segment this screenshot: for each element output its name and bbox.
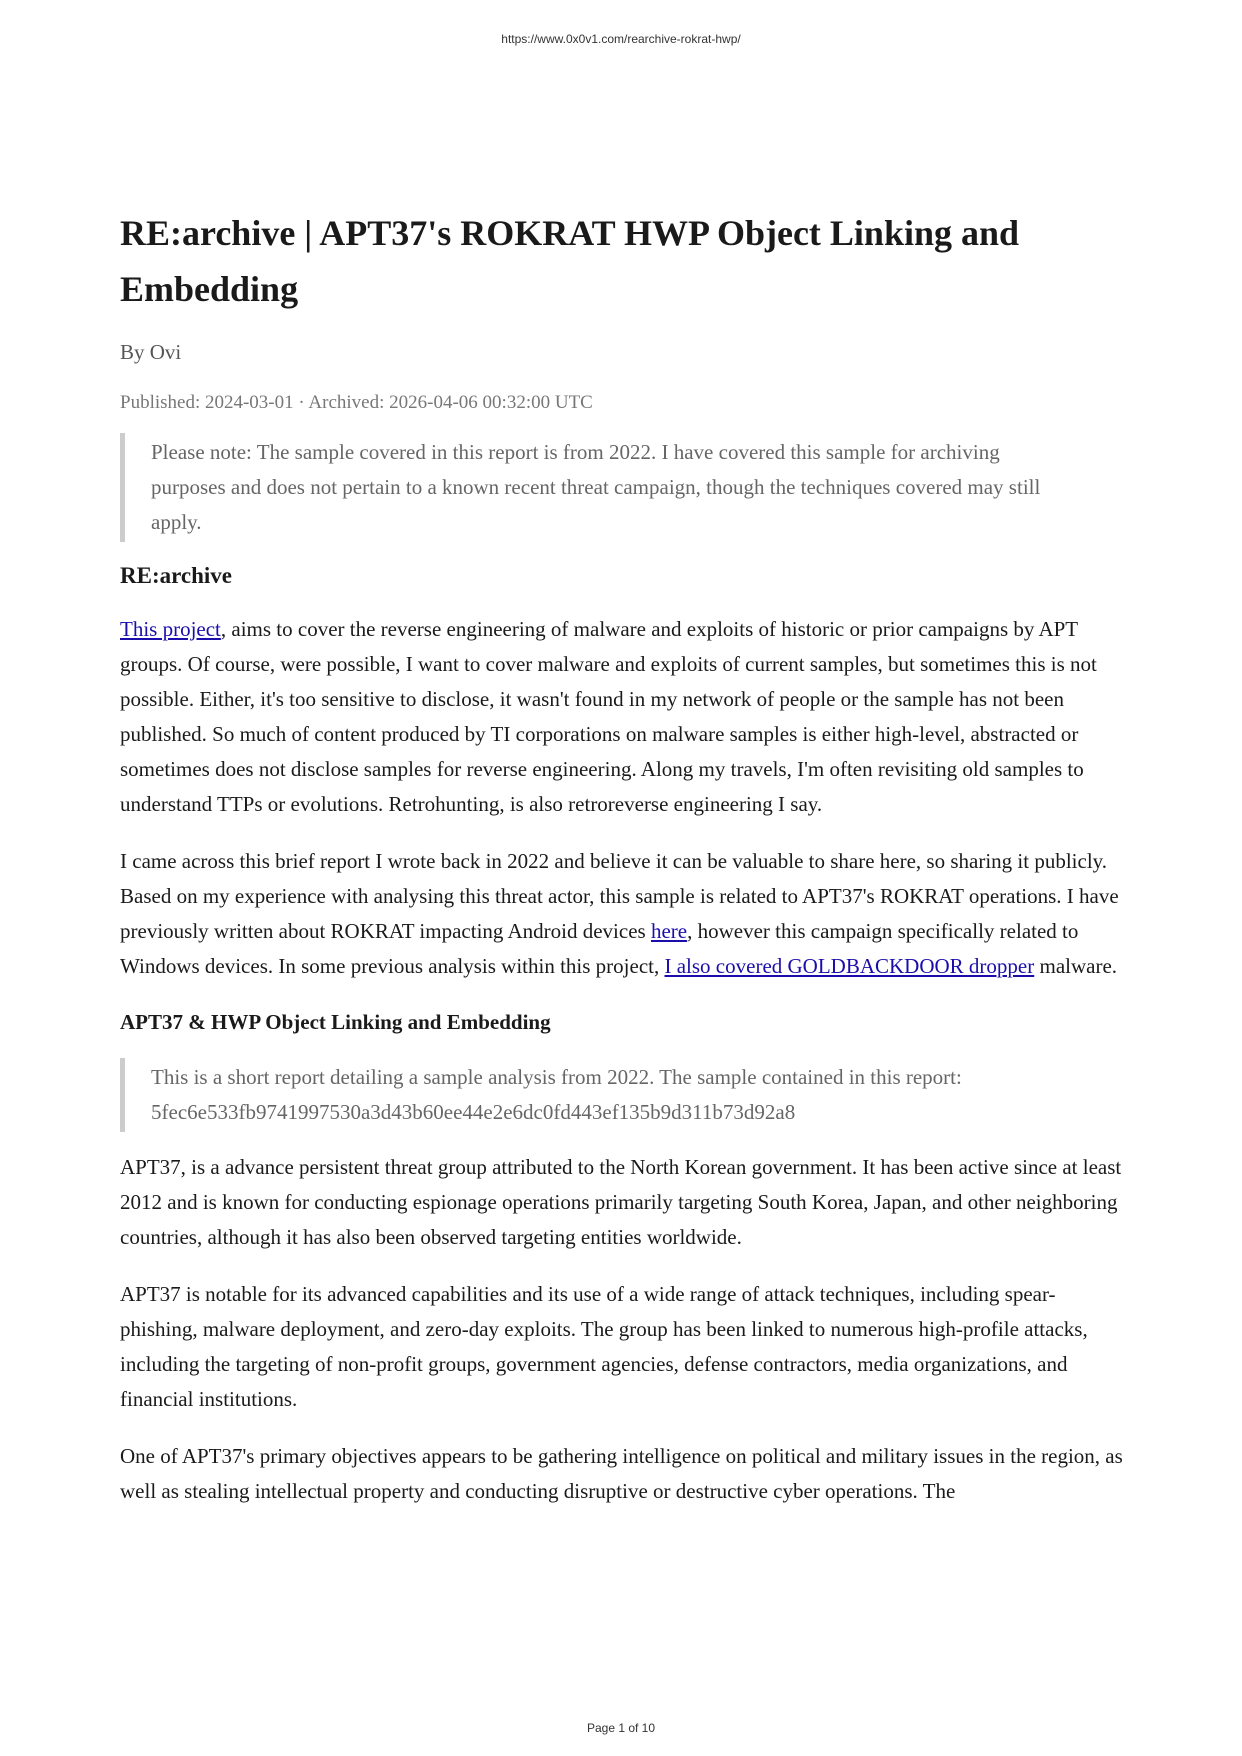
archive-note-text: Please note: The sample covered in this report is from 2022. I have covered this sample for archiving purposes and does not pertain to a known recent threat campaign, though the techniques covered may still apply. (151, 440, 1041, 534)
paragraph-text: malware. (1034, 954, 1118, 978)
paragraph-background (120, 844, 1130, 984)
article-title: RE:archive | APT37's ROKRAT HWP Object Linking and Embedding (120, 213, 1020, 309)
sample-quote-text: This is a short report detailing a sample analysis from 2022. The sample contained in this report: (151, 1065, 962, 1089)
page-url: https://www.0x0v1.com/rearchive-rokrat-hwp/ (501, 32, 741, 46)
page-number: Page 1 of 10 (586, 1721, 656, 1735)
paragraph-text: I came across this brief report I wrote back in 2022 and believe it can be valuable to share here, so sharing it publicly. Based on my experience with analysing this threat actor, this sample is related to APT37's ROKRAT operations. I have previously written about ROKRAT impacting Android devices (120, 849, 1119, 943)
publish-meta: Published: 2024-03-01 · Archived: 2026-04-06 00:32:00 UTC (120, 392, 593, 413)
sample-hash: 5fec6e533fb9741997530a3d43b60ee44e2e6dc0fd443ef135b9d311b73d92a8 (151, 1100, 796, 1124)
paragraph-text: , however this campaign specifically related to Windows devices. In some previous analysis within this project, (120, 919, 1079, 978)
this-project-link[interactable]: This project (120, 617, 221, 641)
article (120, 205, 1130, 1531)
paragraph-apt37-intro: APT37, is a advance persistent threat group attributed to the North Korean government. It has been active since at least 2012 and is known for conducting espionage operations primarily targeting South Korea, Japan, and other neighboring countries, although it has also been observed targeting entities worldwide. (120, 1155, 1122, 1249)
author-byline: By Ovi (120, 340, 182, 364)
goldbackdoor-link[interactable]: I also covered GOLDBACKDOOR dropper (664, 954, 1035, 978)
paragraph-project-intro (120, 612, 1130, 822)
here-link[interactable]: here (650, 919, 688, 943)
paragraph-apt37-capabilities: APT37 is notable for its advanced capabilities and its use of a wide range of attack techniques, including spear-phishing, malware deployment, and zero-day exploits. The group has been linked to numerous high-profile attacks, including the targeting of non-profit groups, government agencies, defense contractors, media organizations, and financial institutions. (120, 1282, 1088, 1411)
paragraph-apt37-objectives: One of APT37's primary objectives appears to be gathering intelligence on political and military issues in the region, as well as stealing intellectual property and conducting disruptive or destructive cyber operations. The (120, 1444, 1123, 1503)
sample-quote (120, 1058, 1130, 1132)
section-heading-apt37-hwp: APT37 & HWP Object Linking and Embedding (120, 1010, 551, 1034)
section-heading-rearchive: RE:archive (120, 563, 233, 588)
archive-note (120, 433, 1130, 542)
paragraph-text: , aims to cover the reverse engineering of malware and exploits of historic or prior campaigns by APT groups. Of course, were possible, I want to cover malware and exploits of current samples, but sometimes this is not possible. Either, it's too sensitive to disclose, it wasn't found in my network of people or the sample has not been published. So much of content produced by TI corporations on malware samples is either high-level, abstracted or sometimes does not disclose samples for reverse engineering. Along my travels, I'm often revisiting old samples to understand TTPs or evolutions. Retrohunting, is also retroreverse engineering I say. (120, 617, 1097, 816)
